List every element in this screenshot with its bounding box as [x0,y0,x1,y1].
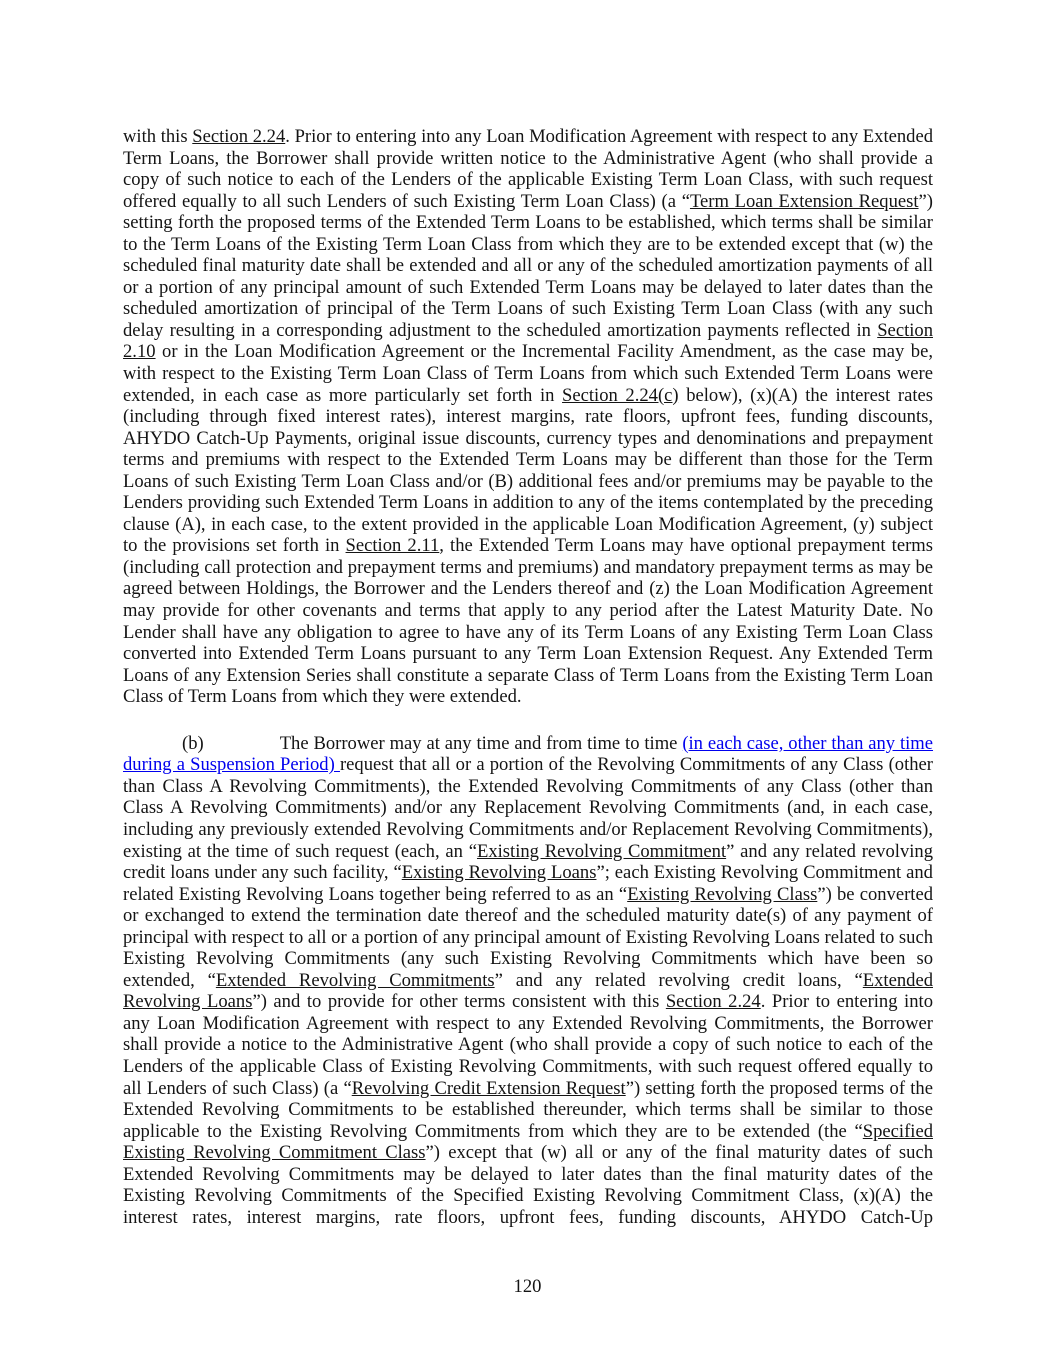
page-number: 120 [513,1276,542,1297]
underlined-term: Revolving Credit Extension Request [351,1077,626,1099]
text-run: with this [123,126,193,147]
text-run: ”) except that (w) all or any of the final maturity dates of such Extended Revolving Commitments may be delayed to later dates than the final maturity dates of the Existing Revolving Commitments of the Specified Existing Revolving Commitment Class, (x)(A) the interest rates, interest margins, rate floors, upfront fees, funding discounts, AHYDO Catch-Up [123,1142,934,1228]
underlined-term: Section 2.11 [345,535,440,557]
text-run: (b) [182,732,204,754]
paragraph-a-continuation [123,126,933,708]
text-run: , the Extended Term Loans may have optional prepayment terms (including call protection and prepayment terms and premiums) and mandatory prepayment terms as may be agreed between Holdings, the Borrower and the Lenders thereof and (z) the Loan Modification Agreement may provide for other covenants and terms that apply to any period after the Latest Maturity Date. No Lender shall have any obligation to agree to have any of its Term Loans of any Existing Term Loan Class converted into Extended Term Loans pursuant to any Term Loan Extension Request. Any Extended Term Loans of any Extension Series shall constitute a separate Class of Term Loans from the Existing Term Loan Class of Term Loans from which they were extended. [123,535,933,708]
text-run: below), (x)(A) the interest rates (including through fixed interest rates), interest margins, rate floors, upfront fees, funding discounts, AHYDO Catch-Up Payments, original issue discounts, currency types and denominations and prepayment terms and premiums with respect to the Extended Term Loans may be different than those for the Term Loans of such Existing Term Loan Class and/or (B) additional fees and/or premiums may be payable to the Lenders providing such Extended Term Loans in addition to any of the items contemplated by the preceding clause (A), in each case, to the extent provided in the applicable Loan Modification Agreement, (y) subject to the provisions set forth in [123,384,933,557]
underlined-term: Section 2.24 [665,991,761,1013]
underlined-term: Section 2.24 [192,126,286,147]
text-run: or in the Loan Modification Agreement or the Incremental Facility Amendment, as the case may be, with respect to the Existing Term Loan Class of Term Loans from which such Extended Term Loans were extended, in each case as more particularly set forth in [123,341,933,406]
inserted-text: (in each case, other than any time during a Suspension Period) [123,732,934,776]
text-run: ”) and to provide for other terms consistent with this [252,991,666,1013]
text-run: ” and any related revolving credit loans under any such facility, “ [123,840,934,884]
text-run: ”) setting forth the proposed terms of the Extended Revolving Commitments to be established thereunder, which terms shall be similar to those applicable to the Existing Revolving Commitments from which they are to be extended (the “ [123,1077,933,1142]
text-run: ” and any related revolving credit loans, “ [494,969,863,991]
text-run: ”; each Existing Revolving Commitment and related Existing Revolving Loans together being referred to as an “ [123,862,933,905]
text-run: . Prior to entering into any Loan Modification Agreement with respect to any Extended Term Loans, the Borrower shall provide written notice to the Administrative Agent (who shall provide a copy of such notice to each of the Lenders of the applicable Existing Term Loan Class, with such request offered equally to all such Lenders of such Existing Term Loan Class) (a “ [123,126,934,212]
underlined-term: Extended Revolving Loans [123,969,933,1013]
underlined-term: Existing Revolving Loans [401,862,597,884]
underlined-term: Specified Existing Revolving Commitment Class [123,1120,933,1164]
text-run: ”) be converted or exchanged to extend the termination date thereof and the scheduled maturity date(s) of any payment of principal with respect to all or a portion of any principal amount of Existing Revolving Loans related to such Existing Revolving Commitments (any such Existing Revolving Commitments which have been so extended, “ [123,883,934,991]
underlined-term: Section 2.10 [123,319,933,363]
text-run: . Prior to entering into any Loan Modification Agreement with respect to any Extended Revolving Commitments, the Borrower shall provide a notice to the Administrative Agent (who shall provide a copy of such notice to each of the Lenders of the applicable Class of Existing Revolving Commitments, with such request offered equally to all Lenders of such Class) (a “ [123,991,933,1099]
document-body [123,126,933,1228]
text-run: request that all or a portion of the Revolving Commitments of any Class (other than Class A Revolving Commitments), the Extended Revolving Commitments of any Class (other than Class A Revolving Commitments) and/or any Replacement Revolving Commitments (and, in each case, including any previously extended Revolving Commitments and/or Replacement Revolving Commitments), existing at the time of such request (each, an “ [123,754,933,862]
text-run: ”) setting forth the proposed terms of the Extended Term Loans to be established, which terms shall be similar to the Term Loans of the Existing Term Loan Class from which they are to be extended except that (w) the scheduled final maturity date shall be extended and all or any of the scheduled amortization payments of all or a portion of any principal amount of such Extended Term Loans may be delayed to later dates than the scheduled amortization of principal of the Term Loans of such Existing Term Loan Class (with any such delay resulting in a corresponding adjustment to the scheduled amortization payments reflected in [123,190,933,341]
underlined-term: Section 2.24(c) [562,384,679,406]
underlined-term: Term Loan Extension Request [689,190,919,212]
underlined-term: Extended Revolving Commitments [215,969,495,991]
underlined-term: Existing Revolving Commitment [476,840,727,862]
text-run: The Borrower may at any time and from time to time [279,732,683,754]
paragraph-b [123,733,933,1229]
underlined-term: Existing Revolving Class [627,883,818,905]
